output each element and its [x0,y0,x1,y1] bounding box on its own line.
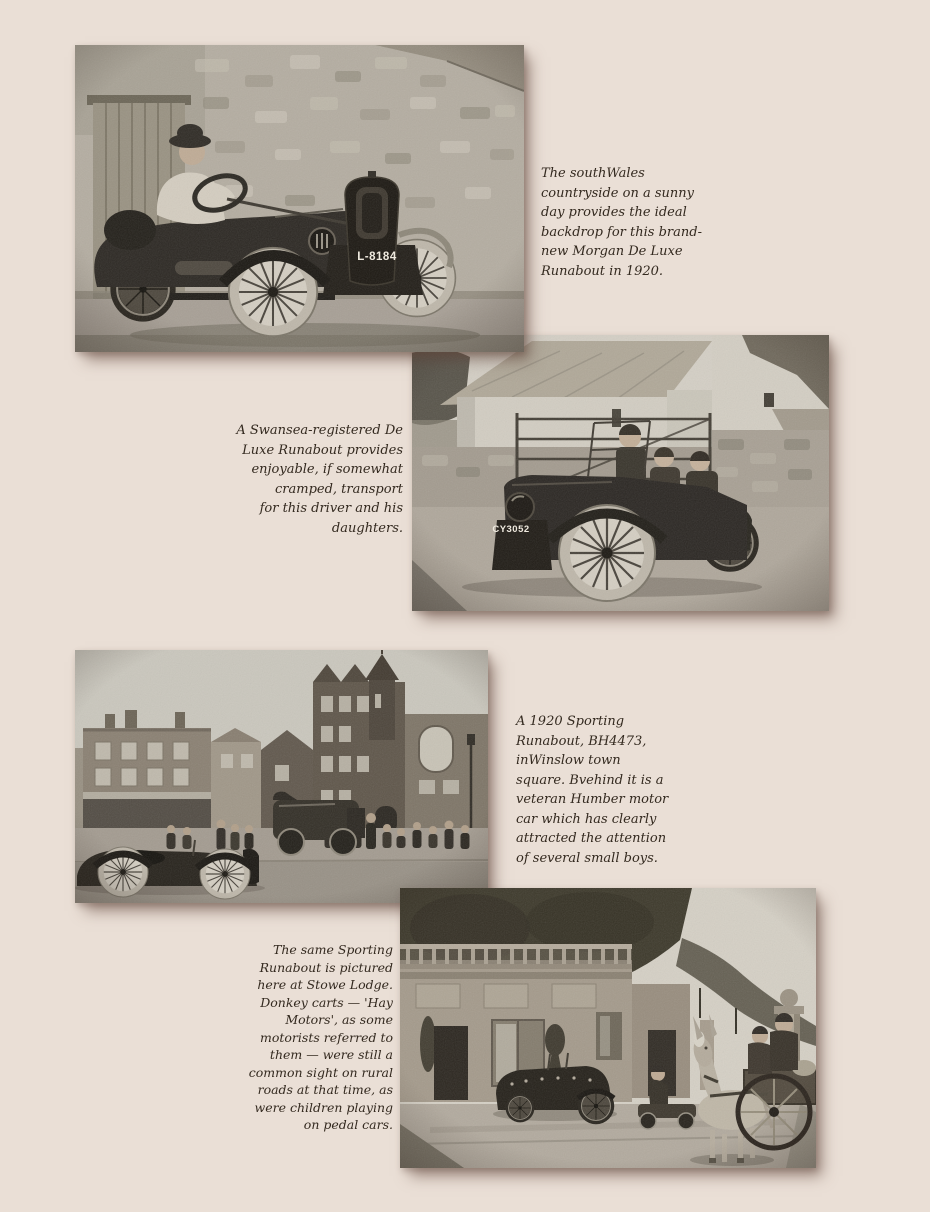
caption-line: day provides the ideal [541,205,687,220]
caption-line: inWinslow town [516,753,621,768]
caption-line: The same Sporting [273,942,393,957]
caption-line: were children playing [254,1099,393,1115]
caption-line: Runabout is pictured [259,959,393,975]
caption-line: them — were still a [269,1047,393,1062]
caption-photo-4 [228,941,393,1134]
caption-photo-2 [233,421,403,538]
caption-line: A 1920 Sporting [516,714,625,729]
photo-sporting-runabout-stowe-lodge [400,888,816,1168]
caption-line: enjoyable, if somewhat [251,462,403,477]
caption-line: veteran Humber motor [516,792,669,807]
photo-3-illustration [75,650,488,903]
caption-line: square. Bvehind it is a [516,772,664,788]
caption-line: Donkey carts — 'Hay [260,994,393,1010]
photo-morgan-de-luxe-stone-wall [75,45,524,352]
caption-line: daughters. [331,520,403,536]
caption-line: car which has clearly [516,811,657,827]
caption-line: countryside on a sunny [541,185,694,201]
caption-line: Runabout in 1920. [541,263,664,279]
caption-line: here at Stowe Lodge. [257,977,393,992]
caption-line: roads at that time, as [257,1082,393,1097]
number-plate: CY3052 [492,524,530,535]
photo-sporting-runabout-winslow [75,650,488,903]
caption-line: cramped, transport [275,481,403,497]
caption-line: new Morgan De Luxe [541,244,683,259]
caption-photo-3 [516,712,676,868]
photo-4-illustration [400,888,816,1168]
caption-line: Motors', as some [285,1012,393,1027]
caption-line: on pedal cars. [303,1117,393,1132]
caption-line: Runabout, BH4473, [516,733,647,749]
caption-line: attracted the attention [516,831,667,846]
photo-de-luxe-thatched-cottages [412,335,829,611]
photo-2-illustration [412,335,829,611]
number-plate: L-8184 [357,251,397,263]
caption-line: A Swansea-registered De [236,423,403,438]
caption-line: for this driver and his [259,501,403,516]
caption-line: of several small boys. [516,850,658,866]
caption-line: common sight on rural [248,1064,393,1080]
caption-line: motorists referred to [260,1029,393,1045]
caption-line: backdrop for this brand- [541,224,702,240]
caption-line: The southWales [541,166,645,181]
caption-photo-1 [541,164,711,281]
photo-1-illustration [75,45,524,352]
caption-line: Luxe Runabout provides [242,442,403,458]
